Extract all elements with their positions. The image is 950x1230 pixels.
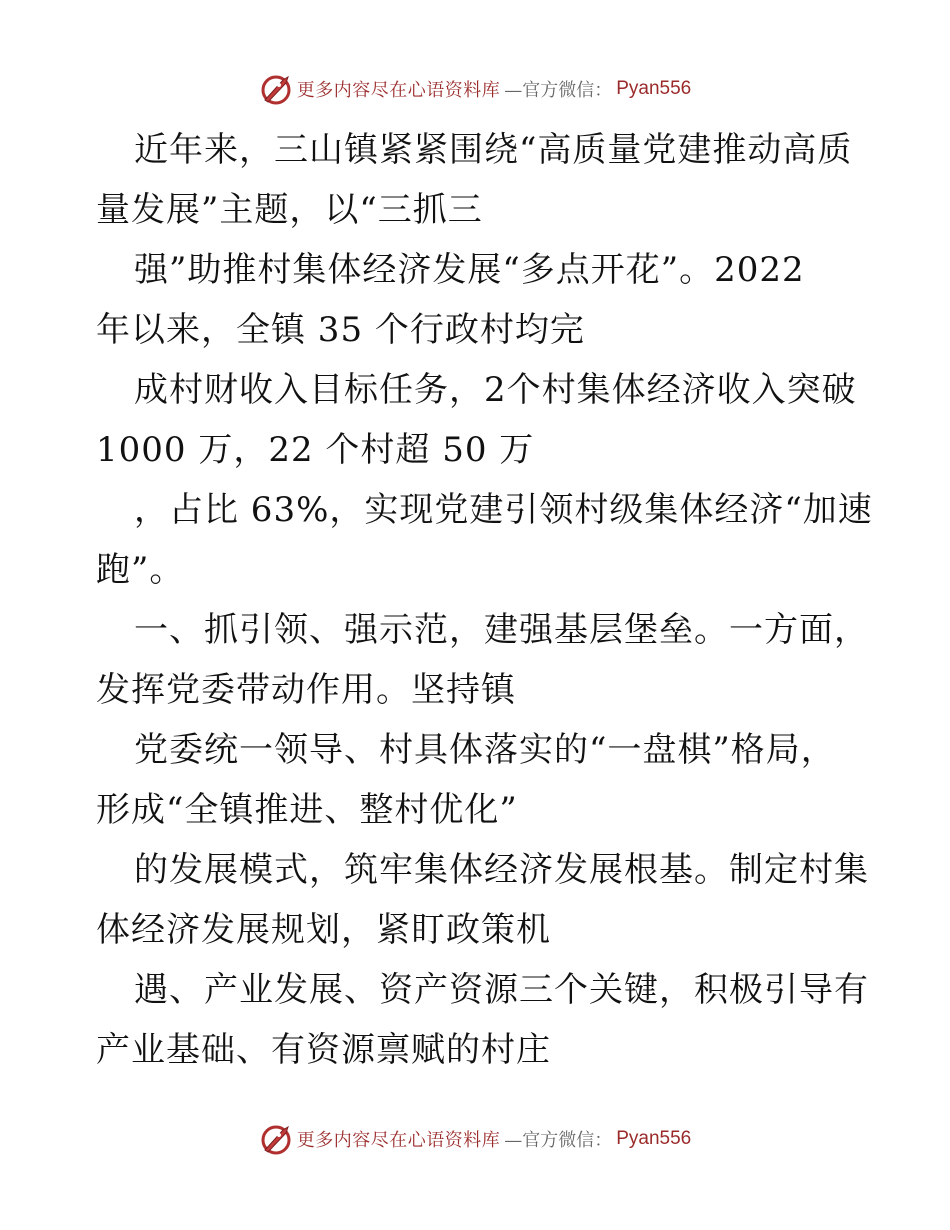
footer-brand-text: 更多内容尽在心语资料库 xyxy=(296,1130,501,1151)
header-separator: —官方微信： xyxy=(504,80,613,101)
text-line: 党委统一领导、村具体落实的“一盘棋”格局， xyxy=(134,730,836,770)
text-line: 遇、产业发展、资产资源三个关键，积极引导有 xyxy=(134,970,869,1010)
footer-wechat-id: Pyan556 xyxy=(616,1128,692,1149)
text-line: 跑”。 xyxy=(96,550,185,590)
text-line: 成村财收入目标任务，2个村集体经济收入突破 xyxy=(134,370,857,410)
text-line: 形成“全镇推进、整村优化” xyxy=(96,790,518,830)
text-line: 1000 万，22 个村超 50 万 xyxy=(96,430,535,470)
text-line: 的发展模式，筑牢集体经济发展根基。制定村集 xyxy=(134,850,869,890)
article-body xyxy=(96,120,873,1080)
footer-separator: —官方微信： xyxy=(504,1130,613,1151)
text-line: 年以来，全镇 35 个行政村均完 xyxy=(96,310,585,350)
text-line: 体经济发展规划，紧盯政策机 xyxy=(96,910,551,950)
text-line: 近年来，三山镇紧紧围绕“高质量党建推动高质 xyxy=(134,130,853,170)
header-wechat-id: Pyan556 xyxy=(616,78,692,99)
text-line: 发挥党委带动作用。坚持镇 xyxy=(96,670,516,710)
text-line: ，占比 63%，实现党建引领村级集体经济“加速 xyxy=(134,490,873,530)
footer-banner xyxy=(0,1122,950,1156)
header-banner xyxy=(0,72,950,106)
text-line: 产业基础、有资源禀赋的村庄 xyxy=(96,1030,551,1070)
text-line: 一、抓引领、强示范，建强基层堡垒。一方面， xyxy=(134,610,869,650)
header-brand-text: 更多内容尽在心语资料库 xyxy=(296,80,501,101)
text-line: 量发展”主题，以“三抓三 xyxy=(96,190,483,230)
text-line: 强”助推村集体经济发展“多点开花”。2022 xyxy=(134,250,805,290)
pen-logo-icon xyxy=(259,1122,293,1156)
pen-logo-icon xyxy=(259,72,293,106)
